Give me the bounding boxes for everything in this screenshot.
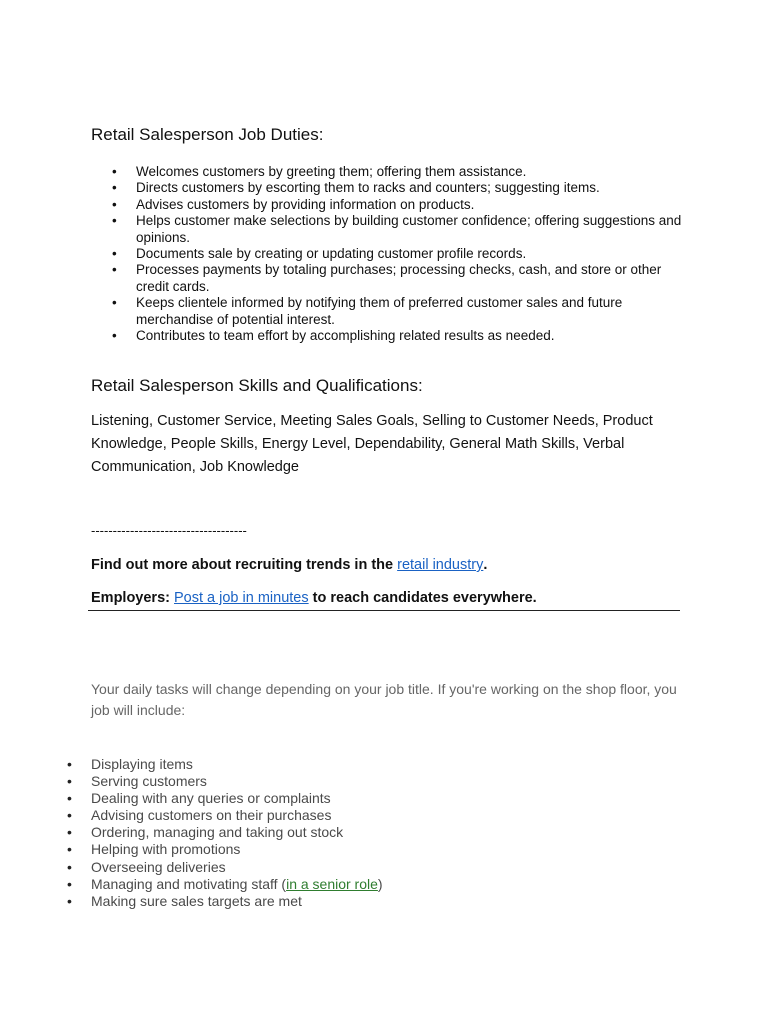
find-more-period: . [483,557,488,573]
retail-industry-link[interactable]: retail industry [397,557,484,573]
list-item: • Displaying items [91,756,383,773]
daily-tasks-list [91,756,383,910]
list-item: • Ordering, managing and taking out stock [91,824,383,841]
list-item: • Contributes to team effort by accomplishing related results as needed. [136,328,696,344]
job-duties-list [136,164,696,344]
list-item: • Dealing with any queries or complaints [91,790,383,807]
list-item: • Serving customers [91,773,383,790]
post-a-job-link[interactable]: Post a job in minutes [174,590,309,606]
list-item [91,876,383,893]
staff-task-text: Managing and motivating staff ( [91,875,287,892]
staff-task-close: ) [377,875,383,892]
skills-heading: Retail Salesperson Skills and Qualifications: [91,376,423,395]
senior-role-link[interactable]: in a senior role [286,875,378,892]
employers-label: Employers: [91,590,170,606]
list-item: • Helping with promotions [91,841,383,858]
find-more-line [91,557,487,573]
list-item: • Welcomes customers by greeting them; offering them assistance. [136,164,696,180]
list-item: • Documents sale by creating or updating customer profile records. [136,246,696,262]
employers-line [91,590,537,606]
list-item: • Making sure sales targets are met [91,893,383,910]
job-duties-heading: Retail Salesperson Job Duties: [91,125,324,144]
employers-tail-text: to reach candidates everywhere. [308,590,537,606]
list-item: • Advises customers by providing information on products. [136,197,696,213]
list-item: • Keeps clientele informed by notifying them of preferred customer sales and future merchandise of potential interest. [136,295,696,328]
list-item: • Overseeing deliveries [91,859,383,876]
list-item: • Helps customer make selections by building customer confidence; offering suggestions and opinions. [136,213,696,246]
find-more-text: Find out more about recruiting trends in the [91,557,398,573]
daily-tasks-intro: Your daily tasks will change depending on your job title. If you're working on the shop floor, you job will include: [91,681,677,718]
list-item: • Processes payments by totaling purchases; processing checks, cash, and store or other credit cards. [136,262,696,295]
horizontal-rule [88,610,680,611]
list-item: • Advising customers on their purchases [91,807,383,824]
skills-paragraph: Listening, Customer Service, Meeting Sales Goals, Selling to Customer Needs, Product Knowledge, People Skills, Energy Level, Dependability, General Math Skills, Verbal Communication, Job Knowledge [91,413,653,475]
list-item: • Directs customers by escorting them to racks and counters; suggesting items. [136,180,696,196]
dashed-divider: ------------------------------------ [91,523,247,538]
